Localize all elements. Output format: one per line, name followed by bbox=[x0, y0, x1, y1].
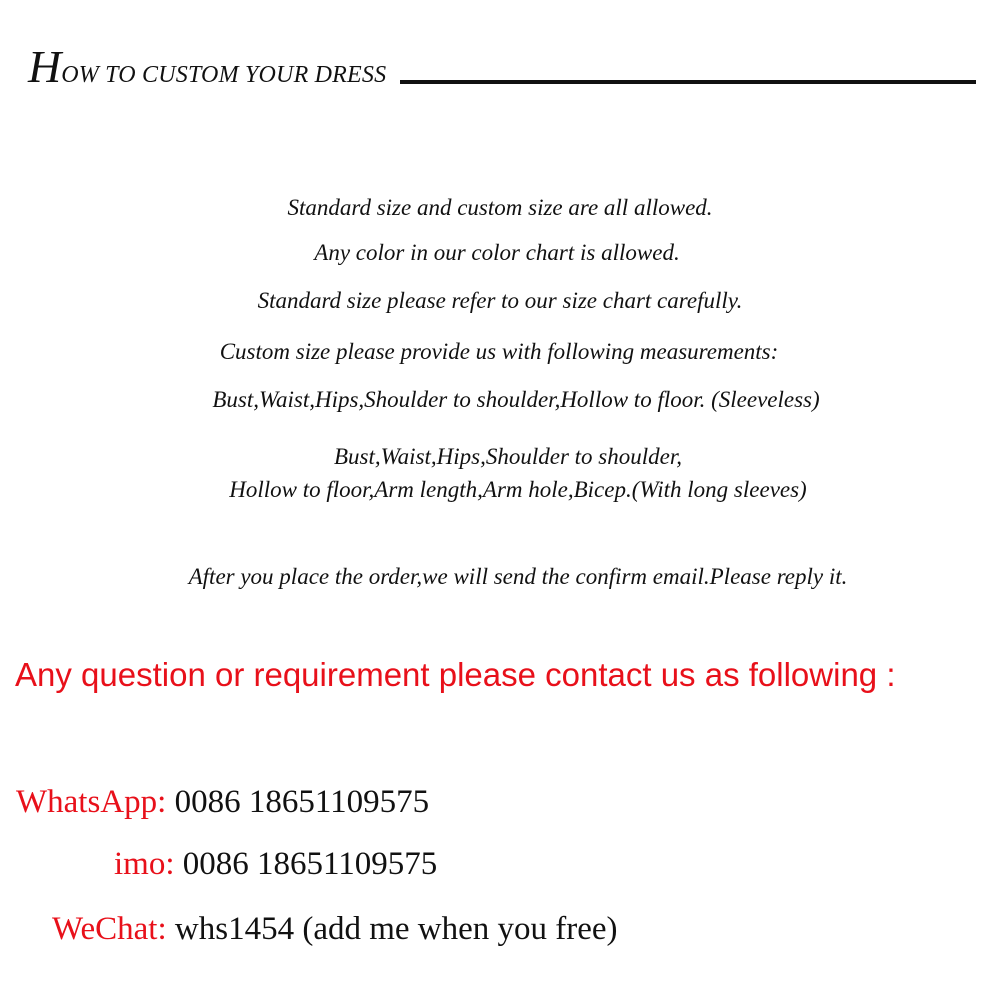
info-line-long-sleeves-1: Bust,Waist,Hips,Shoulder to shoulder, bbox=[333, 444, 682, 469]
title-rest: OW TO CUSTOM YOUR DRESS bbox=[61, 62, 387, 88]
contact-row-imo bbox=[114, 848, 437, 881]
contact-value-imo: 0086 18651109575 bbox=[182, 846, 438, 882]
info-line-sizes: Standard size and custom size are all allowed. bbox=[287, 195, 713, 220]
contact-value-wechat: whs1454 (add me when you free) bbox=[174, 911, 618, 947]
info-line-colors: Any color in our color chart is allowed. bbox=[314, 240, 680, 265]
info-line-size-chart: Standard size please refer to our size chart carefully. bbox=[257, 288, 743, 313]
contact-heading: Any question or requirement please contact us as following : bbox=[15, 656, 896, 693]
contact-row-wechat bbox=[52, 913, 618, 946]
info-line-sleeveless: Bust,Waist,Hips,Shoulder to shoulder,Hollow to floor. (Sleeveless) bbox=[212, 387, 820, 412]
title-underline-rule bbox=[400, 80, 976, 84]
contact-label-wechat: WeChat: bbox=[52, 911, 167, 947]
title-initial: H bbox=[28, 41, 62, 92]
info-line-confirm-email: After you place the order,we will send the confirm email.Please reply it. bbox=[188, 564, 848, 589]
page-header bbox=[28, 41, 978, 94]
page-title bbox=[28, 41, 387, 92]
contact-row-whatsapp bbox=[16, 786, 429, 819]
contact-value-whatsapp: 0086 18651109575 bbox=[174, 784, 430, 820]
contact-label-whatsapp: WhatsApp: bbox=[16, 784, 167, 820]
contact-label-imo: imo: bbox=[114, 846, 175, 882]
info-line-measurements: Custom size please provide us with following measurements: bbox=[219, 339, 779, 364]
info-line-long-sleeves-2: Hollow to floor,Arm length,Arm hole,Bicep.(With long sleeves) bbox=[229, 477, 807, 502]
